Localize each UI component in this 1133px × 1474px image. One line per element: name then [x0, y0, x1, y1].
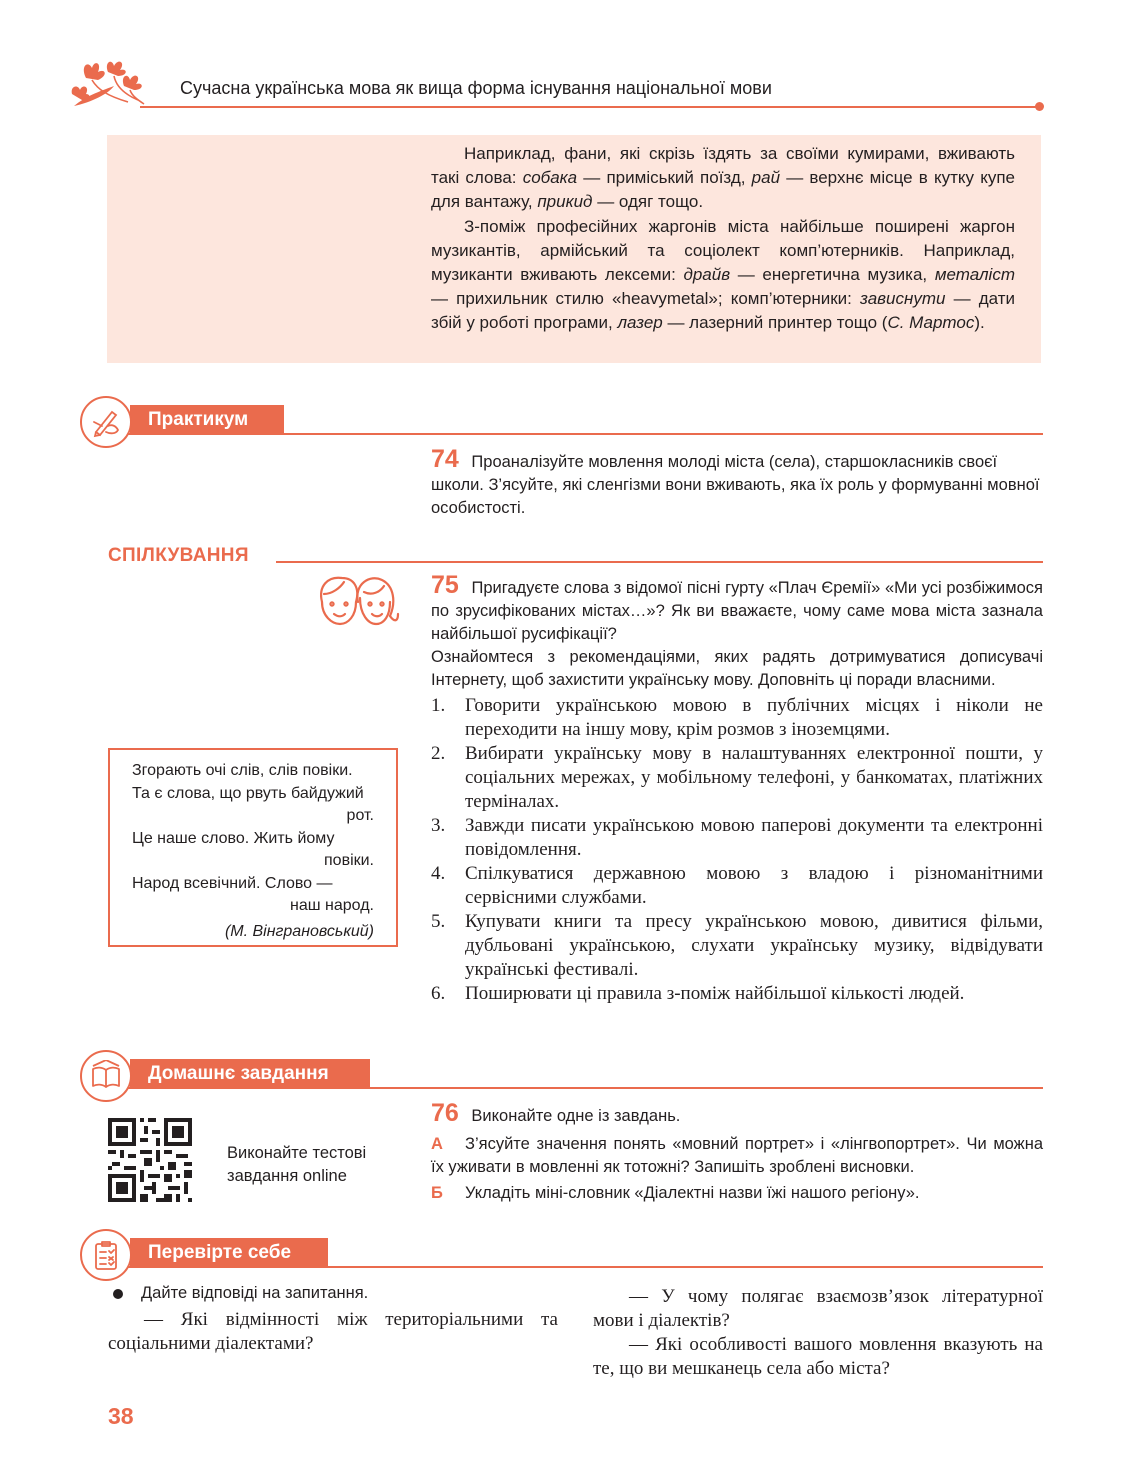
- practicum-label: Практикум: [130, 405, 284, 435]
- example-paragraph: [431, 215, 1015, 336]
- task-76: [431, 1099, 1043, 1128]
- checklist-icon: [90, 1239, 122, 1271]
- list-item-number: 1.: [431, 695, 446, 716]
- list-item: [431, 982, 1043, 1006]
- list-item: [431, 862, 1043, 910]
- example-term: рай: [751, 168, 781, 188]
- list-item-text: Говорити українською мовою в публічних місцях і ніколи не переходити на іншу мову, крім розмов з іноземцями.: [465, 695, 1043, 740]
- task-76-option-a: [431, 1133, 1043, 1179]
- online-tests-link[interactable]: Виконайте тестові завдання online: [227, 1144, 367, 1185]
- example-text: ).: [974, 313, 985, 333]
- flower-decoration-icon: [68, 56, 146, 116]
- check-badge: [80, 1229, 132, 1281]
- faces-icon: [314, 572, 400, 630]
- example-term: С. Мартос: [887, 313, 975, 333]
- option-text: Укладіть міні-словник «Діалектні назви їжі нашого регіону».: [465, 1184, 920, 1202]
- task-text-2: Ознайомтеся з рекомендаціями, яких радять дотримуватися дописувачі Інтернету, щоб захистити українську мову. Доповніть ці поради власними.: [431, 648, 1043, 689]
- option-letter: А: [431, 1135, 443, 1153]
- example-text: — дати збій у роботі програми,: [431, 289, 1015, 333]
- example-term: металіст: [934, 265, 1015, 285]
- example-term: лазер: [617, 313, 663, 333]
- example-text: З-поміж професійних жаргонів міста найбільше поширені жаргон музикантів, армійський та соціолект комп’ютерників. Наприклад, музиканти вживають лексеми:: [431, 216, 1015, 285]
- homework-badge: [80, 1050, 132, 1102]
- list-item-text: Спілкуватися державною мовою з владою і різноманітними сервісними службами.: [465, 863, 1043, 908]
- check-bullet: [113, 1289, 123, 1299]
- page-header-title: Сучасна українська мова як вища форма існування національної мови: [180, 78, 772, 98]
- list-item: [431, 742, 1043, 814]
- example-term: драйв: [683, 265, 731, 285]
- example-paragraph: [431, 142, 1015, 215]
- task-text: Пригадуєте слова з відомої пісні гурту «Плач Єремії» «Ми усі розбіжимося по зрусифікованих містах…»? Як ви вважаєте, чому саме мова міста зазнала найбільшої русифікації?: [431, 579, 1043, 643]
- example-text: — прихильник стилю «heavymetal»; комп’ютерники:: [431, 289, 861, 309]
- check-question: — Які відмінності між територіальними та соціальними діалектами?: [108, 1309, 558, 1354]
- page-number: 38: [108, 1403, 134, 1429]
- list-item: [431, 910, 1043, 982]
- list-item-number: 4.: [431, 863, 446, 884]
- example-text: — верхнє місце в кутку купе для вантажу,: [431, 168, 1015, 212]
- recommendations-list: [431, 694, 1043, 1006]
- task-number: 76: [431, 1099, 459, 1127]
- list-item-text: Купувати книги та пресу українською мовою, дивитися фільми, дубльовані українською, слухати українську музику, відвідувати українські фестивалі.: [465, 911, 1043, 980]
- task-text: Проаналізуйте мовлення молоді міста (села), старшокласників своєї школи. З’ясуйте, які сленгізми вони вживають, яка їх роль у формуванні мовної особистості.: [431, 453, 1040, 517]
- poem-line: Це наше слово. Жить йому: [132, 829, 335, 847]
- list-item-number: 3.: [431, 815, 446, 836]
- qr-code[interactable]: [108, 1118, 192, 1202]
- check-instruction: Дайте відповіді на запитання.: [141, 1284, 369, 1302]
- header-rule-dot: [1035, 102, 1044, 111]
- task-76-option-b: [431, 1182, 1043, 1205]
- example-text: — одяг тощо.: [592, 192, 704, 212]
- task-74: [431, 445, 1043, 520]
- open-book-icon: [90, 1060, 122, 1092]
- task-number: 74: [431, 445, 459, 473]
- poem-line: Народ всевічний. Слово —: [132, 874, 333, 892]
- example-text: — енергетична музика,: [730, 265, 935, 285]
- list-item-text: Поширювати ці правила з-поміж найбільшої кількості людей.: [465, 983, 965, 1004]
- poem-line: рот.: [346, 807, 374, 824]
- example-term: собака: [522, 168, 578, 188]
- list-item-number: 6.: [431, 983, 446, 1004]
- check-question: — Які особливості вашого мовлення вказують на те, що ви мешканець села або міста?: [593, 1334, 1043, 1379]
- pencil-hand-icon: [90, 406, 122, 438]
- check-question: — У чому полягає взаємозв’язок літературної мови і діалектів?: [593, 1286, 1043, 1331]
- task-number: 75: [431, 571, 459, 599]
- list-item-number: 2.: [431, 743, 446, 764]
- poem-line: Згорають очі слів, слів повіки.: [132, 762, 353, 779]
- option-letter: Б: [431, 1184, 443, 1202]
- task-75: [431, 571, 1043, 692]
- communication-rule: [276, 561, 1043, 563]
- example-text: Наприклад, фани, які скрізь їздять за своїми кумирами, вживають такі слова:: [431, 144, 1015, 188]
- list-item: [431, 694, 1043, 742]
- header-rule: [140, 106, 1040, 108]
- example-text: — лазерний принтер тощо (: [662, 313, 888, 333]
- poem-author: (М. Вінграновський): [224, 922, 374, 940]
- task-text: Виконайте одне із завдань.: [471, 1107, 681, 1125]
- section-heading-communication: СПІЛКУВАННЯ: [108, 545, 249, 566]
- option-text: З’ясуйте значення понять «мовний портрет» і «лінгвопортрет». Чи можна їх уживати в мовленні як тотожні? Запишіть зроблені висновки.: [431, 1135, 1043, 1176]
- example-term: зависнути: [860, 289, 946, 309]
- list-item-number: 5.: [431, 911, 446, 932]
- example-text: — приміський поїзд,: [577, 168, 752, 188]
- list-item: [431, 814, 1043, 862]
- poem-line: повіки.: [324, 852, 374, 869]
- poem-line: наш народ.: [290, 897, 374, 914]
- poem-box: [108, 748, 398, 947]
- example-box-text: [431, 142, 1015, 336]
- example-term: прикид: [537, 192, 593, 212]
- check-label: Перевірте себе: [130, 1238, 328, 1268]
- homework-label: Домашнє завдання: [130, 1059, 370, 1089]
- practicum-badge: [80, 396, 132, 448]
- list-item-text: Вибирати українську мову в налаштуваннях електронної пошти, у соціальних мережах, у мобільному телефоні, у банкоматах, платіжних терміналах.: [465, 743, 1043, 812]
- poem-line: Та є слова, що рвуть байдужий: [132, 784, 364, 802]
- list-item-text: Завжди писати українською мовою паперові документи та електронні повідомлення.: [465, 815, 1043, 860]
